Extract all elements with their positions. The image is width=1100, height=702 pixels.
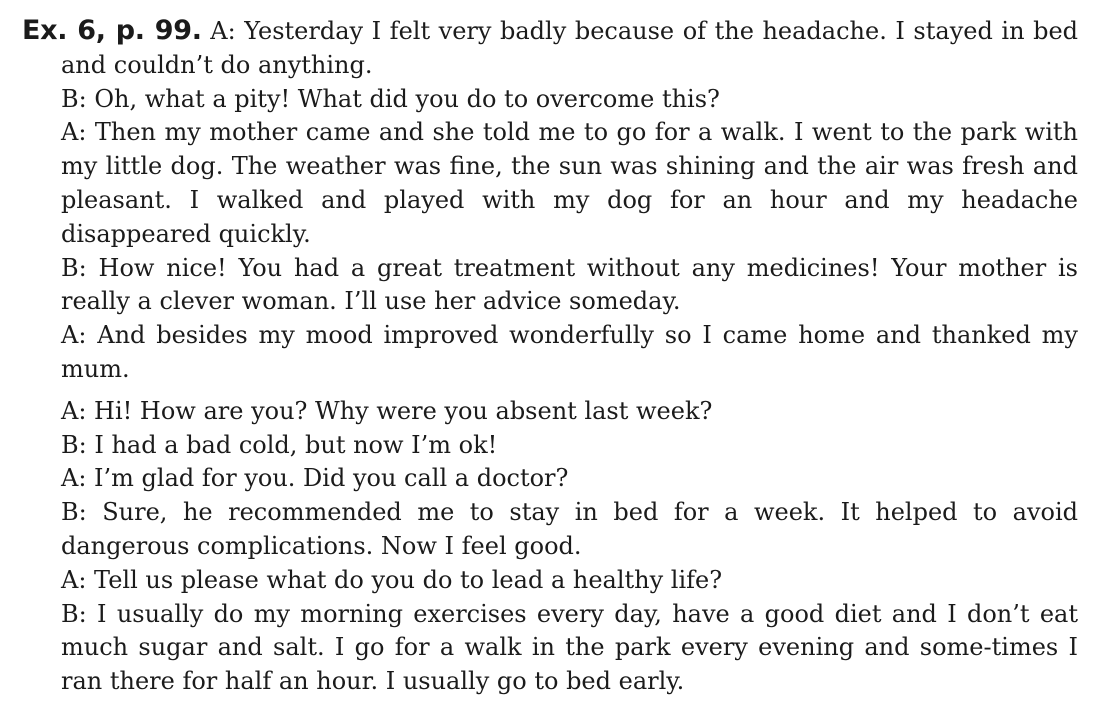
dialogue-line: A: Hi! How are you? Why were you absent last week? bbox=[61, 396, 713, 425]
dialogue-line bbox=[22, 14, 1078, 83]
dialogue-line: A: Then my mother came and she told me to go for a walk. I went to the park with my little dog. The weather was fine, the sun was shining and the air was fresh and pleasant. I walked and played with my dog for an hour and my headache disappeared quickly. bbox=[61, 118, 1078, 248]
dialogue-line: A: And besides my mood improved wonderfully so I came home and thanked my mum. bbox=[61, 321, 1078, 383]
exercise-reference: Ex. 6, p. 99. bbox=[22, 15, 202, 46]
dialogue-line: B: Oh, what a pity! What did you do to overcome this? bbox=[61, 84, 720, 113]
dialogue-line: A: Tell us please what do you do to lead a healthy life? bbox=[61, 565, 723, 594]
line-text: A: Yesterday I felt very badly because of the headache. I stayed in bed and couldn’t do anything. bbox=[61, 17, 1079, 79]
dialogue-line: B: I had a bad cold, but now I’m ok! bbox=[61, 430, 498, 459]
exercise-page bbox=[22, 14, 1078, 699]
dialogue-line: B: Sure, he recommended me to stay in bed for a week. It helped to avoid dangerous complications. Now I feel good. bbox=[61, 498, 1078, 560]
dialogue-line: B: How nice! You had a great treatment without any medicines! Your mother is really a clever woman. I’ll use her advice someday. bbox=[61, 253, 1078, 316]
dialogue-line: A: I’m glad for you. Did you call a doctor? bbox=[61, 464, 569, 493]
dialogue-separator bbox=[22, 387, 1078, 395]
dialogue-line: B: I usually do my morning exercises every day, have a good diet and I don’t eat much sugar and salt. I go for a walk in the park every evening and some-times I ran there for half an hour. I usually go to bed early. bbox=[61, 599, 1078, 696]
